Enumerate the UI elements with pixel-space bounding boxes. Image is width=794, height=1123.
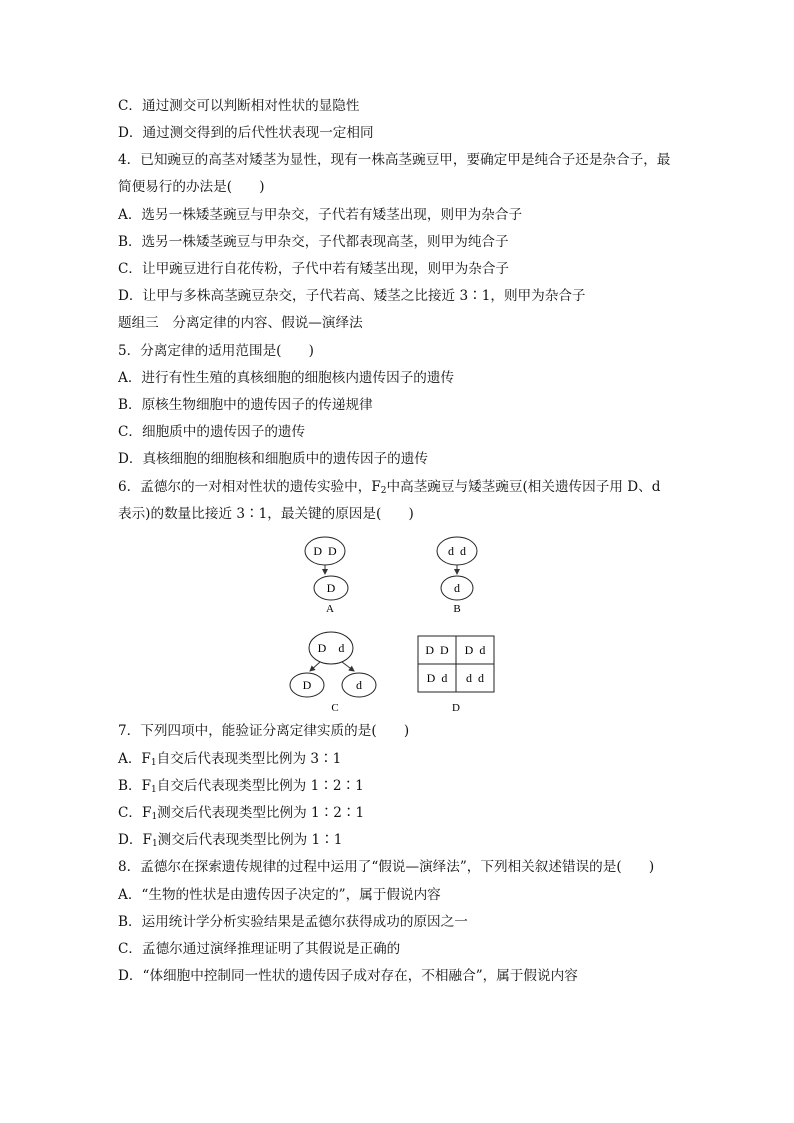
figure-d-label: D	[452, 702, 460, 714]
figure-b-gamete-genotype: d	[454, 581, 460, 595]
figure-c-parent-genotype: D d	[317, 641, 345, 655]
section-heading: 题组三 分离定律的内容、假说—演绎法	[118, 315, 363, 331]
figure-c-gamete-left-genotype: D	[302, 678, 312, 692]
q4-option-b: B．选另一株矮茎豌豆与甲杂交，子代都表现高茎，则甲为纯合子	[118, 234, 509, 250]
genetics-figure	[280, 530, 510, 720]
figure-d-cell-3: D d	[426, 671, 448, 685]
q4-stem-line1: 4．已知豌豆的高茎对矮茎为显性，现有一株高茎豌豆甲，要确定甲是纯合子还是杂合子，最	[118, 152, 671, 168]
figure-c-arrow-right	[342, 662, 354, 671]
figure-d-cell-4: d d	[466, 671, 484, 685]
figure-c-label: C	[331, 702, 339, 714]
figure-d-cell-2: D d	[464, 643, 486, 657]
figure-a-label: A	[326, 603, 334, 615]
q8-stem: 8．孟德尔在探索遗传规律的过程中运用了“假说—演绎法”，下列相关叙述错误的是( )	[118, 859, 655, 875]
q5-option-a: A．进行有性生殖的真核细胞的细胞核内遗传因子的遗传	[118, 370, 455, 386]
figure-b-parent-genotype: d d	[448, 544, 466, 558]
q5-option-c: C．细胞质中的遗传因子的遗传	[118, 424, 306, 440]
q4-option-d: D．让甲与多株高茎豌豆杂交，子代若高、矮茎之比接近 3∶1，则甲为杂合子	[118, 288, 586, 304]
q8-option-b: B．运用统计学分析实验结果是孟德尔获得成功的原因之一	[118, 914, 468, 930]
figure-c-gamete-right-genotype: d	[356, 678, 362, 692]
q5-stem: 5．分离定律的适用范围是( )	[118, 343, 314, 359]
q6-stem-line2: 表示)的数量比接近 3∶1，最关键的原因是( )	[118, 506, 414, 522]
q8-option-d: D．“体细胞中控制同一性状的遗传因子成对存在，不相融合”，属于假说内容	[118, 968, 578, 984]
figure-a	[305, 537, 348, 615]
figure-b	[437, 537, 477, 615]
q8-option-a: A．“生物的性状是由遗传因子决定的”，属于假说内容	[118, 887, 441, 903]
figure-b-label: B	[453, 603, 461, 615]
q7-option-a: A．$F_1$自交后代表现类型比例为 3∶1	[118, 751, 342, 768]
q8-option-c: C．孟德尔通过演绎推理证明了其假说是正确的	[118, 941, 401, 957]
figure-d-cell-1: D D	[425, 643, 449, 657]
q7-option-d: D．$F_1$测交后代表现类型比例为 1∶1	[118, 832, 343, 849]
q7-option-c: C．$F_1$测交后代表现类型比例为 1∶2∶1	[118, 805, 365, 822]
q6-stem-line1: 6．孟德尔的一对相对性状的遗传实验中，$F_2$中高茎豌豆与矮茎豌豆(相关遗传因子用 D、d	[118, 479, 661, 496]
figure-d	[418, 636, 494, 714]
figure-c	[290, 632, 376, 714]
q7-stem: 7．下列四项中，能验证分离定律实质的是( )	[118, 723, 410, 739]
figure-a-gamete-genotype: D	[326, 581, 336, 595]
q7-option-b: B．$F_1$自交后代表现类型比例为 1∶2∶1	[118, 778, 364, 795]
q4-stem-line2: 简便易行的办法是( )	[118, 179, 265, 195]
q5-option-b: B．原核生物细胞中的遗传因子的传递规律	[118, 397, 373, 413]
figure-a-parent-genotype: D D	[313, 544, 337, 558]
q3-option-d: D．通过测交得到的后代性状表现一定相同	[118, 125, 374, 141]
q3-option-c: C．通过测交可以判断相对性状的显隐性	[118, 98, 360, 114]
figure-c-arrow-left	[310, 662, 320, 671]
q4-option-a: A．选另一株矮茎豌豆与甲杂交，子代若有矮茎出现，则甲为杂合子	[118, 207, 523, 223]
q5-option-d: D．真核细胞的细胞核和细胞质中的遗传因子的遗传	[118, 451, 428, 467]
q4-option-c: C．让甲豌豆进行自花传粉，子代中若有矮茎出现，则甲为杂合子	[118, 261, 510, 277]
